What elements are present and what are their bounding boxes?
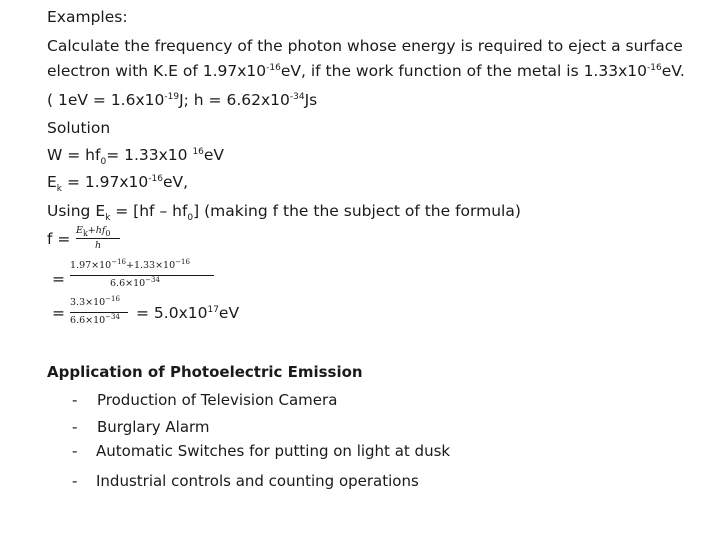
work-function-unit: eV bbox=[203, 146, 225, 164]
application-item-1 bbox=[97, 391, 337, 409]
bullet-dash-3: - bbox=[72, 442, 78, 460]
step2-num-exponent: −16 bbox=[105, 295, 120, 303]
application-item-1-text: Production of Television Camera bbox=[97, 391, 338, 409]
step1-term-b-exponent: −16 bbox=[175, 258, 190, 266]
application-item-2 bbox=[97, 418, 210, 436]
constants-exponent-1: -19 bbox=[164, 92, 180, 102]
formula-numerator bbox=[76, 225, 110, 238]
examples-heading bbox=[47, 7, 128, 27]
constants-text-b: J; h = 6.62x10 bbox=[179, 91, 290, 109]
constants-text-a: ( 1eV = 1.6x10 bbox=[47, 91, 165, 109]
application-item-4 bbox=[96, 472, 419, 490]
formula-hf: +hf bbox=[87, 225, 106, 236]
work-function-subscript: 0 bbox=[100, 157, 107, 168]
step1-term-a: 1.97×10 bbox=[70, 260, 112, 271]
step2-numerator bbox=[70, 297, 120, 308]
question-exponent-1: -16 bbox=[266, 63, 281, 73]
result-exponent: 17 bbox=[207, 305, 219, 315]
application-item-3-dash bbox=[72, 442, 77, 460]
formula-hf-subscript: 0 bbox=[105, 228, 111, 238]
constants-exponent-2: -34 bbox=[289, 92, 305, 102]
step1-fraction-bar bbox=[70, 275, 214, 276]
using-subscript-2: 0 bbox=[187, 213, 194, 224]
formula-fraction bbox=[76, 225, 126, 255]
step1-denominator bbox=[110, 278, 160, 289]
step2-den-value: 6.6×10 bbox=[70, 315, 106, 326]
bullet-dash-1: - bbox=[72, 391, 78, 409]
constants-text-c: Js bbox=[304, 91, 318, 109]
work-function-exponent: 16 bbox=[192, 147, 204, 157]
kinetic-energy-subscript: k bbox=[56, 184, 63, 195]
kinetic-energy-exponent: -16 bbox=[148, 174, 163, 184]
step2-equals-text: = bbox=[52, 304, 65, 322]
work-function-text-b: = 1.33x10 bbox=[106, 146, 193, 164]
result-unit: eV bbox=[218, 304, 240, 322]
applications-heading-text: Application of Photoelectric Emission bbox=[47, 363, 363, 381]
step1-equals-text: = bbox=[52, 270, 65, 288]
using-text-c: ] (making f the the subject of the formula) bbox=[193, 202, 521, 220]
step1-den-value: 6.6×10 bbox=[110, 278, 146, 289]
question-exponent-2: -16 bbox=[646, 63, 662, 73]
application-item-1-dash bbox=[72, 391, 77, 409]
solution-label-text: Solution bbox=[47, 119, 111, 137]
application-item-3 bbox=[96, 442, 450, 460]
step2-equals bbox=[52, 304, 65, 322]
step2-num-value: 3.3×10 bbox=[70, 297, 106, 308]
kinetic-energy-value: = 1.97x10 bbox=[62, 173, 149, 191]
formula-denominator bbox=[95, 240, 101, 251]
step2-fraction bbox=[70, 297, 132, 329]
bullet-dash-2: - bbox=[72, 418, 78, 436]
solution-label bbox=[47, 118, 110, 138]
question-text-2a: electron with K.E of 1.97x10 bbox=[47, 62, 267, 80]
using-text-b: = [hf – hf bbox=[110, 202, 188, 220]
application-item-2-text: Burglary Alarm bbox=[97, 418, 210, 436]
application-item-4-text: Industrial controls and counting operations bbox=[96, 472, 419, 490]
step2-denominator bbox=[70, 315, 120, 326]
formula-h: h bbox=[95, 240, 102, 251]
application-item-3-text: Automatic Switches for putting on light at dusk bbox=[96, 442, 451, 460]
kinetic-energy-line bbox=[47, 172, 188, 199]
kinetic-energy-symbol: E bbox=[47, 173, 57, 191]
step1-fraction bbox=[70, 260, 220, 292]
examples-heading-text: Examples: bbox=[47, 8, 128, 26]
kinetic-energy-unit: eV, bbox=[162, 173, 189, 191]
step2-den-exponent: −34 bbox=[105, 313, 120, 321]
application-item-4-dash bbox=[72, 472, 77, 490]
formula-ek-subscript: k bbox=[82, 228, 88, 238]
question-text-2b: eV, if the work function of the metal is 1.33x10 bbox=[280, 62, 647, 80]
formula-ek: E bbox=[76, 225, 83, 236]
work-function-text-a: W = hf bbox=[47, 146, 101, 164]
result-line bbox=[136, 303, 239, 323]
f-label bbox=[47, 229, 70, 249]
f-label-text: f = bbox=[47, 230, 71, 248]
applications-heading bbox=[47, 363, 363, 381]
work-function-line bbox=[47, 145, 224, 172]
question-line-2 bbox=[47, 61, 685, 81]
application-item-2-dash bbox=[72, 418, 77, 436]
step1-numerator bbox=[70, 260, 190, 271]
question-text-2c: eV. bbox=[661, 62, 685, 80]
step1-den-exponent: −34 bbox=[145, 276, 160, 284]
question-line-1 bbox=[47, 36, 683, 56]
result-value: = 5.0x10 bbox=[136, 304, 208, 322]
using-text-a: Using E bbox=[47, 202, 106, 220]
question-text-1: Calculate the frequency of the photon whose energy is required to eject a surface bbox=[47, 37, 683, 55]
step1-term-b: +1.33×10 bbox=[125, 260, 176, 271]
bullet-dash-4: - bbox=[72, 472, 78, 490]
constants-line bbox=[47, 90, 317, 110]
step1-equals bbox=[52, 270, 65, 288]
formula-fraction-bar bbox=[76, 238, 120, 239]
step1-term-a-exponent: −16 bbox=[111, 258, 126, 266]
using-subscript-1: k bbox=[105, 213, 111, 224]
